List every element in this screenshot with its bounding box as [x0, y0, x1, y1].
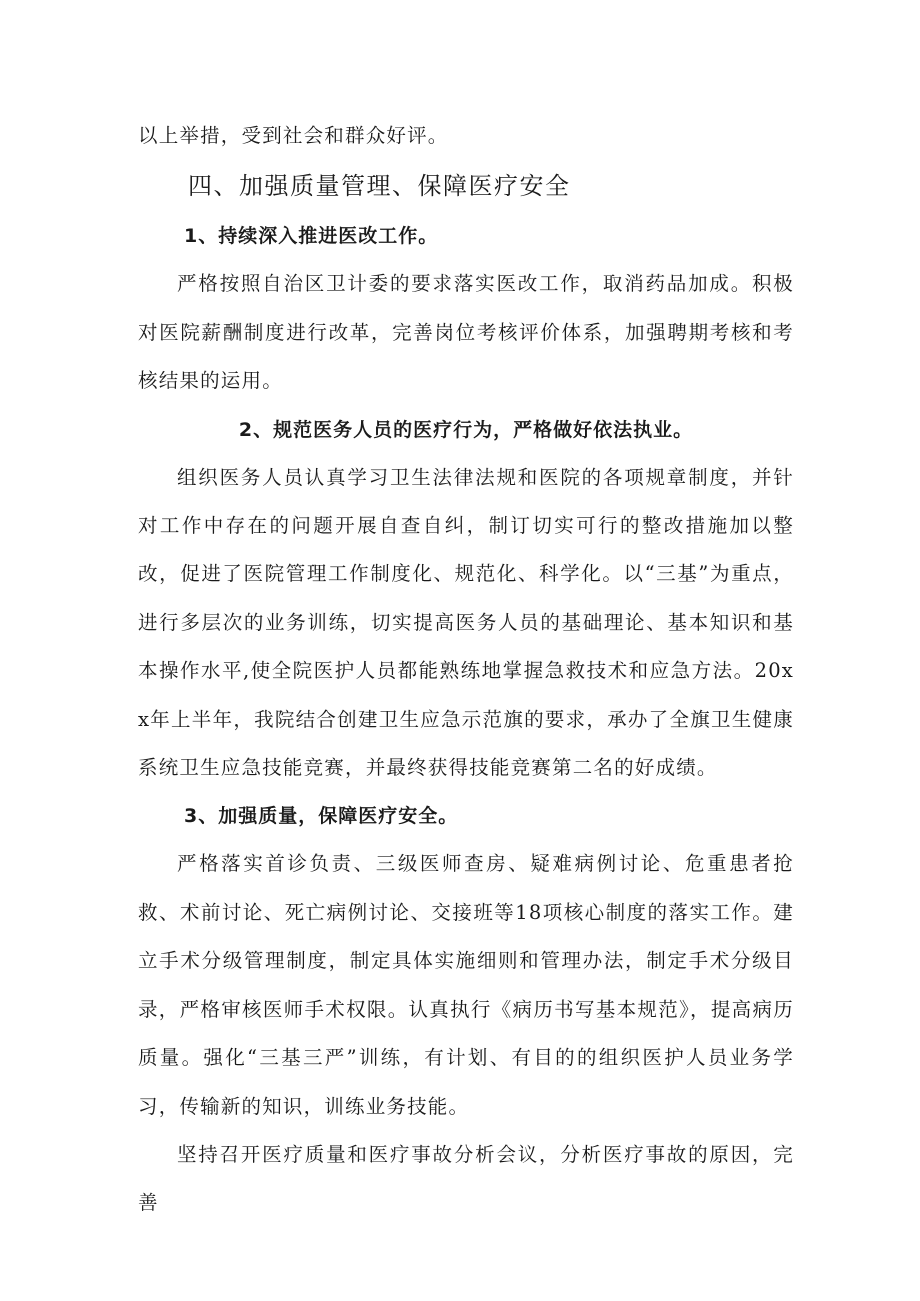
- subheading-quality-safety: 3、加强质量，保障医疗安全。: [184, 805, 459, 828]
- section-heading-quality-management: 四、加强质量管理、保障医疗安全: [188, 172, 571, 201]
- document-body: [138, 112, 794, 1228]
- paragraph-quality-meetings: 坚持召开医疗质量和医疗事故分析会议，分析医疗事故的原因，完善: [138, 1142, 794, 1215]
- subheading-medical-reform: 1、持续深入推进医改工作。: [184, 225, 439, 248]
- paragraph-core-systems: 严格落实首诊负责、三级医师查房、疑难病例讨论、危重患者抢救、术前讨论、死亡病例讨论、交接班等18项核心制度的落实工作。建立手术分级管理制度，制定具体实施细则和管理办法，制定手术分级目录，严格审核医师手术权限。认真执行《病历书写基本规范》，提高病历质量。强化“三基三严”训练，有计划、有目的的组织医护人员业务学习，传输新的知识，训练业务技能。: [138, 852, 794, 1118]
- paragraph-closing-previous: 以上举措，受到社会和群众好评。: [138, 124, 449, 147]
- paragraph-medical-reform: 严格按照自治区卫计委的要求落实医改工作，取消药品加成。积极对医院薪酬制度进行改革，完善岗位考核评价体系，加强聘期考核和考核结果的运用。: [138, 272, 794, 393]
- subheading-standardize-conduct: 2、规范医务人员的医疗行为，严格做好依法执业。: [238, 418, 694, 441]
- paragraph-standardize-conduct: 组织医务人员认真学习卫生法律法规和医院的各项规章制度，并针对工作中存在的问题开展自查自纠，制订切实可行的整改措施加以整改，促进了医院管理工作制度化、规范化、科学化。以“三基”为重点，进行多层次的业务训练，切实提高医务人员的基础理论、基本知识和基本操作水平,使全院医护人员都能熟练地掌握急救技术和应急方法。20xx年上半年，我院结合创建卫生应急示范旗的要求，承办了全旗卫生健康系统卫生应急技能竞赛，并最终获得技能竞赛第二名的好成绩。: [138, 465, 794, 780]
